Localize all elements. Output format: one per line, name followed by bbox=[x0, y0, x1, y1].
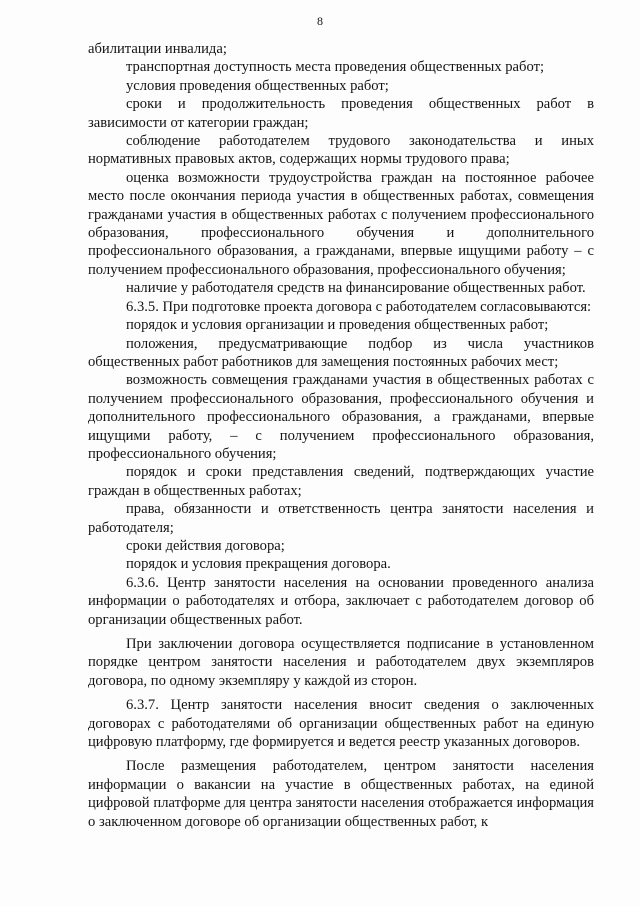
paragraph: При заключении договора осуществляется подписание в установленном порядке центром занятости населения и работодателем двух экземпляров договора, по одному экземпляру у каждой из сторон. bbox=[88, 636, 594, 689]
paragraph: порядок и условия прекращения договора. bbox=[126, 556, 391, 573]
section-6-3-7: 6.3.7. Центр занятости населения вносит сведения о заключенных договорах с работодателями об организации общественных работ на единую цифровую платформу, где формируется и ведется реестр указанных договоров. bbox=[88, 697, 594, 751]
paragraph: возможность совмещения гражданами участия в общественных работах с получением профессионального образования, профессионального обучения и дополнительного профессионального образования, а гражданами, впервые ищущими работу, – с получением профессионального образования, профессионального обучения; bbox=[88, 372, 594, 462]
paragraph: права, обязанности и ответственность центра занятости населения и работодателя; bbox=[88, 501, 594, 536]
page-number: 8 bbox=[317, 14, 323, 28]
paragraph: транспортная доступность места проведения общественных работ; bbox=[126, 59, 544, 76]
paragraph: После размещения работодателем, центром занятости населения информации о вакансии на участие в общественных работах, на единой цифровой платформе для центра занятости населения отображается информация о заключенном договоре об организации общественных работ, к bbox=[88, 758, 594, 830]
paragraph: условия проведения общественных работ; bbox=[126, 77, 389, 94]
paragraph: порядок и сроки представления сведений, подтверждающих участие граждан в общественных работах; bbox=[88, 464, 594, 499]
document-body bbox=[88, 40, 594, 831]
paragraph: наличие у работодателя средств на финансирование общественных работ. bbox=[126, 280, 586, 297]
paragraph: сроки действия договора; bbox=[126, 537, 285, 554]
paragraph: положения, предусматривающие подбор из числа участников общественных работ работников для замещения постоянных рабочих мест; bbox=[88, 335, 594, 370]
paragraph: соблюдение работодателем трудового законодательства и иных нормативных правовых актов, содержащих нормы трудового права; bbox=[88, 133, 594, 168]
paragraph: абилитации инвалида; bbox=[88, 41, 227, 57]
paragraph: оценка возможности трудоустройства граждан на постоянное рабочее место после окончания периода участия в общественных работах, совмещения гражданами участия в общественных работах с получением профессионального образования, профессионального обучения и дополнительного профессионального образования, а гражданами, впервые ищущими работу – с получением профессионального образования, профессионального обучения; bbox=[88, 169, 594, 278]
section-heading-6-3-5: 6.3.5. При подготовке проекта договора с работодателем согласовываются: bbox=[126, 298, 592, 315]
section-6-3-6: 6.3.6. Центр занятости населения на основании проведенного анализа информации о работодателях и отбора, заключает с работодателем договор об организации общественных работ. bbox=[88, 574, 594, 628]
paragraph: сроки и продолжительность проведения общественных работ в зависимости от категории граждан; bbox=[88, 96, 594, 131]
paragraph: порядок и условия организации и проведения общественных работ; bbox=[126, 317, 549, 334]
